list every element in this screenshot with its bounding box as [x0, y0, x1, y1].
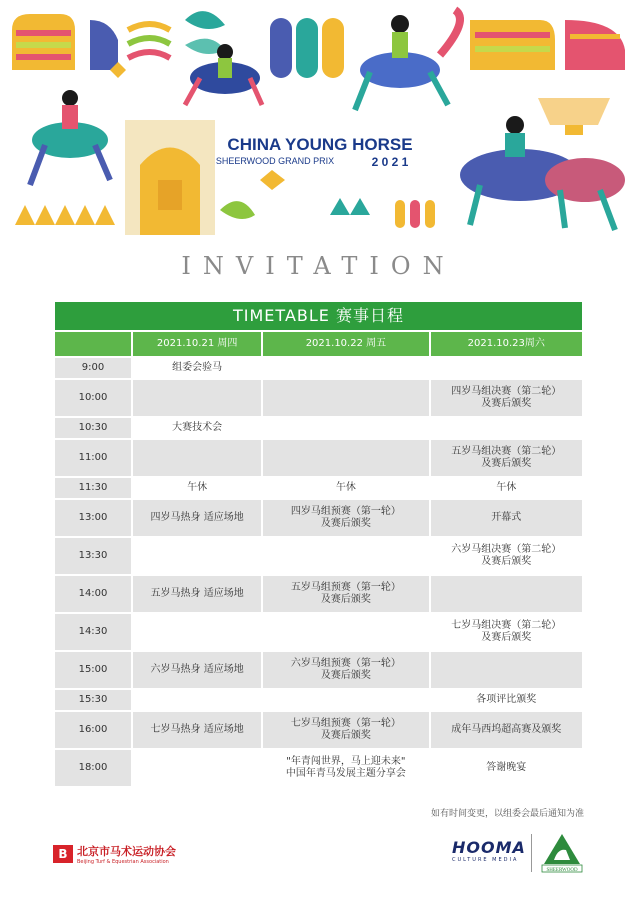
banner-year: 2 0 2 1 [371, 155, 409, 169]
header-day2: 2021.10.22 周五 [263, 332, 428, 356]
row-day1-cell [133, 380, 261, 416]
cell-line: 六岁马组决赛（第二轮） [451, 544, 562, 555]
row-day3-cell [431, 712, 582, 748]
cell-line: 五岁马热身 适应场地 [150, 588, 244, 599]
row-time: 13:00 [55, 500, 131, 536]
row-day2-cell [263, 712, 428, 748]
header-day3: 2021.10.23周六 [431, 332, 582, 356]
header-time [55, 332, 131, 356]
row-day3-cell [431, 358, 582, 378]
row-time: 11:00 [55, 440, 131, 476]
timetable-row [55, 652, 582, 688]
row-day1-cell [133, 690, 261, 710]
row-day3-cell [431, 500, 582, 536]
cell-line: 答谢晚宴 [486, 762, 527, 773]
cell-line: 午休 [335, 482, 356, 493]
row-time: 10:30 [55, 418, 131, 438]
association-mark-icon: B [53, 845, 73, 863]
sheerwood-logo-icon [540, 830, 584, 874]
row-day2-cell [263, 750, 428, 786]
row-day1-cell [133, 712, 261, 748]
row-day1-cell [133, 538, 261, 574]
cell-line: 六岁马组预赛（第一轮） [290, 658, 401, 669]
cell-line: 及赛后颁奖 [481, 458, 532, 469]
row-day3-cell [431, 418, 582, 438]
cell-line: 中国年青马发展主题分享会 [285, 768, 406, 779]
row-day2-cell [263, 380, 428, 416]
row-day1-cell [133, 478, 261, 498]
row-day2-cell [263, 614, 428, 650]
timetable-row [55, 500, 582, 536]
row-day3-cell [431, 538, 582, 574]
timetable-row [55, 380, 582, 416]
timetable-row [55, 358, 582, 378]
banner-subtitle: SHEERWOOD GRAND PRIX [215, 156, 335, 166]
row-day3-cell [431, 440, 582, 476]
association-name-en: Beijing Turf & Equestrian Association [77, 859, 169, 865]
cell-line: 七岁马热身 适应场地 [150, 724, 244, 735]
timetable-row [55, 440, 582, 476]
timetable-row [55, 690, 582, 710]
hooma-name: HOOMA [452, 838, 526, 857]
row-time: 11:30 [55, 478, 131, 498]
cell-line: 各项评比颁奖 [476, 694, 537, 705]
timetable-row [55, 538, 582, 574]
cell-line: 成年马西坞超高赛及颁奖 [451, 724, 562, 735]
row-day1-cell [133, 418, 261, 438]
cell-line: "年青闯世界，马上迎未来" [286, 756, 406, 767]
row-time: 16:00 [55, 712, 131, 748]
row-day1-cell [133, 440, 261, 476]
cell-line: 四岁马组决赛（第二轮） [451, 386, 562, 397]
cell-line: 及赛后颁奖 [481, 556, 532, 567]
row-time: 18:00 [55, 750, 131, 786]
sheerwood-name: SHEERWOOD [546, 868, 578, 873]
timetable [53, 300, 584, 788]
row-day1-cell [133, 358, 261, 378]
row-day2-cell [263, 358, 428, 378]
cell-line: 开幕式 [491, 512, 522, 523]
timetable-row [55, 614, 582, 650]
row-day2-cell [263, 576, 428, 612]
beijing-equestrian-logo [53, 843, 176, 865]
cell-line: 及赛后颁奖 [320, 594, 371, 605]
row-day3-cell [431, 576, 582, 612]
timetable-row [55, 712, 582, 748]
cell-line: 午休 [496, 482, 517, 493]
row-time: 9:00 [55, 358, 131, 378]
logo-divider [531, 834, 532, 872]
cell-line: 五岁马组预赛（第一轮） [290, 582, 401, 593]
timetable-row [55, 576, 582, 612]
association-name-cn: 北京市马术运动协会 [77, 845, 176, 858]
header-day1: 2021.10.21 周四 [133, 332, 261, 356]
timetable-header-row [55, 332, 582, 356]
row-day1-cell [133, 652, 261, 688]
row-day2-cell [263, 418, 428, 438]
cell-line: 及赛后颁奖 [320, 670, 371, 681]
cell-line: 及赛后颁奖 [320, 730, 371, 741]
row-day2-cell [263, 690, 428, 710]
row-day1-cell [133, 614, 261, 650]
cell-line: 六岁马热身 适应场地 [150, 664, 244, 675]
banner-title: CHINA YOUNG HORSE [227, 135, 413, 154]
row-time: 14:30 [55, 614, 131, 650]
row-time: 13:30 [55, 538, 131, 574]
row-day2-cell [263, 440, 428, 476]
row-day2-cell [263, 538, 428, 574]
row-day1-cell [133, 576, 261, 612]
cell-line: 四岁马热身 适应场地 [150, 512, 244, 523]
cell-line: 及赛后颁奖 [481, 398, 532, 409]
cell-line: 七岁马组预赛（第一轮） [290, 718, 401, 729]
cell-line: 四岁马组预赛（第一轮） [290, 506, 401, 517]
row-time: 10:00 [55, 380, 131, 416]
row-day3-cell [431, 380, 582, 416]
cell-line: 及赛后颁奖 [481, 632, 532, 643]
cell-line: 组委会验马 [172, 362, 223, 373]
cell-line: 五岁马组决赛（第二轮） [451, 446, 562, 457]
hooma-logo [452, 838, 526, 863]
row-day3-cell [431, 478, 582, 498]
row-day3-cell [431, 690, 582, 710]
row-day1-cell [133, 750, 261, 786]
row-day2-cell [263, 652, 428, 688]
cell-line: 大赛技术会 [172, 422, 223, 433]
timetable-row [55, 750, 582, 786]
row-day2-cell [263, 478, 428, 498]
hooma-subtitle: CULTURE MEDIA [452, 857, 519, 863]
row-time: 15:30 [55, 690, 131, 710]
row-day3-cell [431, 614, 582, 650]
timetable-title: TIMETABLE 赛事日程 [55, 302, 582, 330]
timetable-row [55, 418, 582, 438]
row-time: 15:00 [55, 652, 131, 688]
row-day2-cell [263, 500, 428, 536]
cell-line: 午休 [187, 482, 208, 493]
invitation-heading: INVITATION [181, 252, 456, 280]
row-time: 14:00 [55, 576, 131, 612]
cell-line: 及赛后颁奖 [320, 518, 371, 529]
row-day1-cell [133, 500, 261, 536]
banner-illustration [0, 0, 637, 240]
schedule-note: 如有时间变更，以组委会最后通知为准 [430, 809, 584, 819]
timetable-row [55, 478, 582, 498]
cell-line: 七岁马组决赛（第二轮） [451, 620, 562, 631]
row-day3-cell [431, 750, 582, 786]
row-day3-cell [431, 652, 582, 688]
